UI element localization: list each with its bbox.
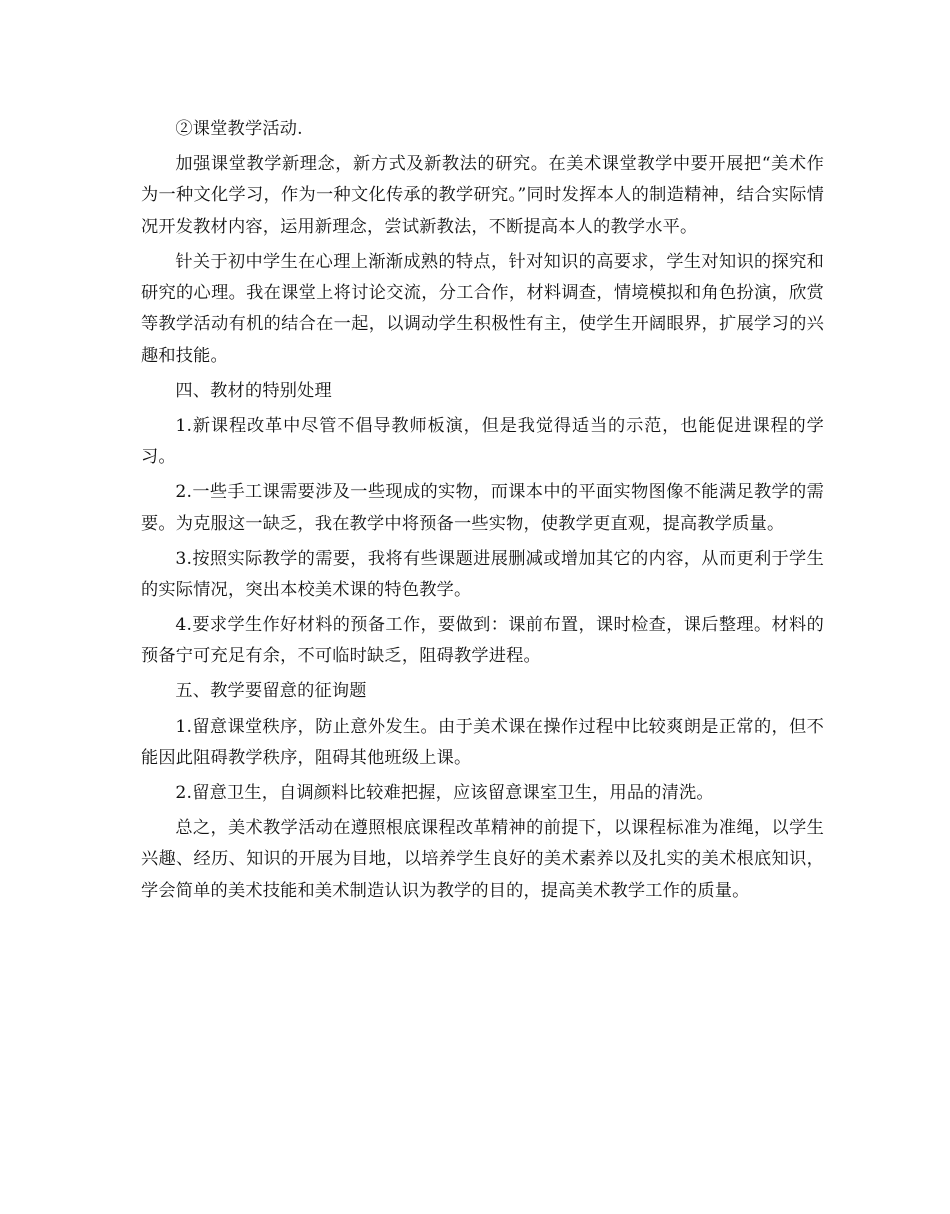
- section-heading-issues: 五、教学要留意的征询题: [175, 681, 367, 702]
- list-item-issues-1: 1.留意课堂秩序，防止意外发生。由于美术课在操作过程中比较爽朗是正常的，但不能因此阻碍教学秩序，阻碍其他班级上课。: [141, 716, 824, 768]
- document-body: [141, 114, 824, 907]
- paragraph-student-characteristics: 针关于初中学生在心理上渐渐成熟的特点，针对知识的高要求，学生对知识的探究和研究的心理。我在课堂上将讨论交流，分工合作，材料调查，情境模拟和角色扮演，欣赏等教学活动有机的结合在一起，以调动学生积极性有主，使学生开阔眼界，扩展学习的兴趣和技能。: [141, 251, 824, 366]
- list-item-materials-2: 2.一些手工课需要涉及一些现成的实物，而课本中的平面实物图像不能满足教学的需要。为克服这一缺乏，我在教学中将预备一些实物，使教学更直观，提高教学质量。: [141, 482, 824, 534]
- list-item-materials-3: 3.按照实际教学的需要，我将有些课题进展删减或增加其它的内容，从而更利于学生的实际情况，突出本校美术课的特色教学。: [141, 548, 824, 600]
- list-item-materials-1: 1.新课程改革中尽管不倡导教师板演，但是我觉得适当的示范，也能促进课程的学习。: [141, 415, 824, 468]
- list-item-materials-4: 4.要求学生作好材料的预备工作，要做到：课前布置，课时检查，课后整理。材料的预备宁可充足有余，不可临时缺乏，阻碍教学进程。: [141, 615, 824, 667]
- section-heading-materials: 四、教材的特别处理: [175, 380, 332, 401]
- list-item-issues-2: 2.留意卫生，自调颜料比较难把握，应该留意课室卫生，用品的清洗。: [175, 782, 714, 803]
- paragraph-classroom-activities: ②课堂教学活动.: [175, 119, 303, 139]
- paragraph-new-teaching-concepts: 加强课堂教学新理念，新方式及新教法的研究。在美术课堂教学中要开展把“美术作为一种文化学习，作为一种文化传承的教学研究。”同时发挥本人的制造精神，结合实际情况开发教材内容，运用新理念，尝试新教法，不断提高本人的教学水平。: [141, 154, 824, 237]
- paragraph-conclusion: 总之，美术教学活动在遵照根底课程改革精神的前提下，以课程标准为准绳，以学生兴趣、经历、知识的开展为目地，以培养学生良好的美术素养以及扎实的美术根底知识，学会简单的美术技能和美术制造认识为教学的目的，提高美术教学工作的质量。: [141, 818, 824, 901]
